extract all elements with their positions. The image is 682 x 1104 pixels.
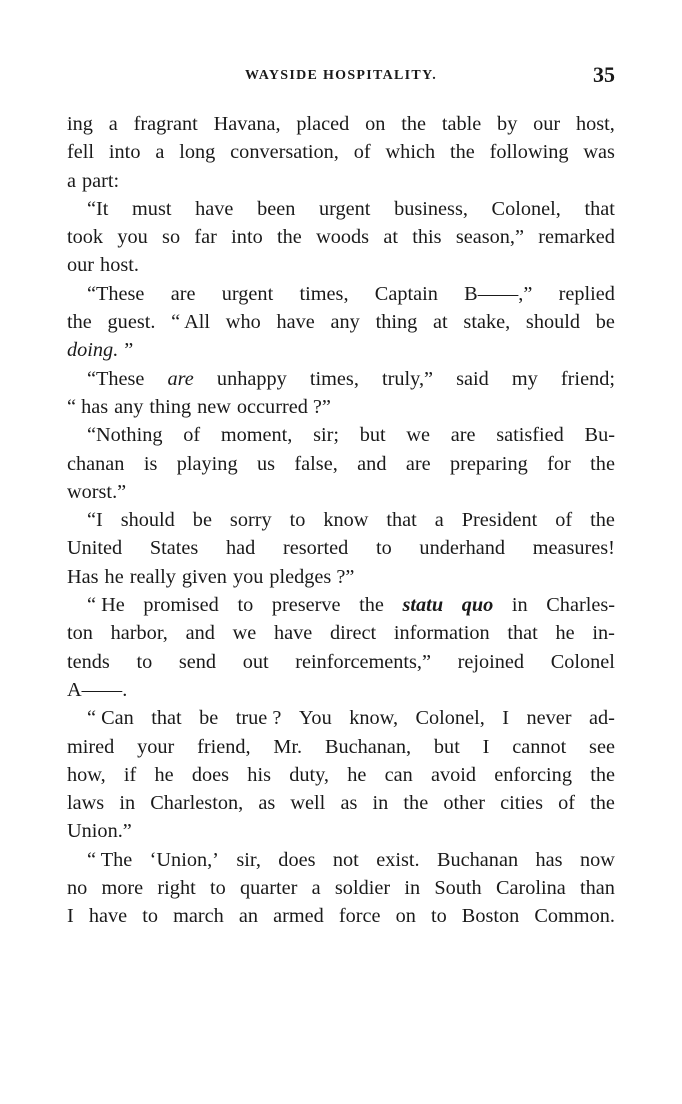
word: moment, — [220, 424, 293, 447]
word: was — [583, 141, 615, 164]
word: enforcing — [494, 763, 572, 786]
word: satisfied — [496, 424, 564, 447]
word: the — [590, 509, 615, 532]
word: should — [120, 509, 175, 532]
word: march — [173, 905, 224, 928]
word: laws — [67, 792, 105, 815]
word: doing. — [67, 339, 119, 362]
word: at — [433, 311, 448, 334]
word: Colonel, — [491, 197, 561, 220]
text-line — [67, 874, 615, 902]
word: thing — [149, 395, 192, 418]
text-line — [67, 365, 615, 393]
word: Has — [67, 565, 99, 588]
word: any — [330, 311, 360, 334]
word: statu — [402, 594, 444, 617]
word: if — [123, 763, 137, 786]
word: of — [558, 792, 576, 815]
word: ad- — [589, 707, 615, 730]
word: force — [338, 905, 381, 928]
word: ing — [67, 113, 93, 135]
word: more — [101, 877, 144, 900]
text-line — [67, 138, 615, 166]
word: he — [555, 622, 575, 645]
word: times, — [299, 282, 349, 305]
word: how, — [67, 763, 106, 786]
word: to — [136, 650, 153, 673]
word: our — [533, 113, 561, 135]
word: your — [137, 735, 175, 758]
word: of — [353, 141, 371, 164]
word: does — [191, 763, 230, 786]
word: fragrant — [133, 113, 198, 135]
word: our — [67, 254, 95, 277]
word: cannot — [512, 735, 567, 758]
word: Buchanan, — [324, 735, 412, 758]
word: rejoined — [457, 650, 525, 673]
word: “ Can — [87, 707, 134, 730]
word: following — [489, 141, 569, 164]
word: you — [232, 565, 264, 588]
word: harbor, — [110, 622, 168, 645]
word: this — [412, 226, 442, 249]
text-line — [67, 846, 615, 874]
word: an — [238, 905, 258, 928]
text-line — [67, 450, 615, 478]
word: he — [104, 565, 124, 588]
word: urgent — [221, 282, 274, 305]
word: had — [226, 537, 256, 560]
word: promised — [143, 594, 219, 617]
word: he — [347, 763, 367, 786]
word: host. — [100, 254, 139, 277]
text-line — [67, 223, 615, 251]
word: no — [67, 877, 88, 900]
word: in — [119, 792, 136, 815]
word: Buchanan — [437, 848, 519, 871]
word: “These — [87, 282, 145, 305]
word: a — [434, 509, 444, 532]
word: stake, — [463, 311, 511, 334]
word: ‘Union,’ — [149, 848, 219, 871]
word: soldier — [334, 877, 391, 900]
text-line — [67, 789, 615, 817]
word: “Nothing — [87, 424, 163, 447]
word: not — [332, 848, 359, 871]
word: conversation, — [230, 141, 339, 164]
text-line — [67, 195, 615, 223]
word: to — [209, 877, 226, 900]
word: guest. — [107, 311, 156, 334]
word: to — [375, 537, 392, 560]
text-line — [67, 591, 615, 619]
word: Havana, — [213, 113, 281, 135]
text-line — [67, 167, 615, 195]
word: must — [132, 197, 172, 220]
word: Common. — [534, 905, 615, 928]
word: know, — [349, 707, 399, 730]
word: mired — [67, 735, 115, 758]
word: and — [185, 622, 215, 645]
word: on — [365, 113, 386, 135]
word: reinforcements,” — [295, 650, 431, 673]
word: Union.” — [67, 820, 132, 843]
word: thing — [375, 311, 418, 334]
word: out — [242, 650, 269, 673]
word: United — [67, 537, 123, 560]
running-head — [67, 62, 615, 92]
word: at — [383, 226, 398, 249]
word: replied — [558, 282, 615, 305]
word: the — [590, 452, 615, 475]
word: the — [277, 226, 302, 249]
word: of — [183, 424, 201, 447]
word: are — [450, 424, 476, 447]
word: into — [231, 226, 263, 249]
word: as — [258, 792, 276, 815]
word: does — [278, 848, 316, 871]
word: business, — [394, 197, 468, 220]
word: resorted — [282, 537, 349, 560]
word: been — [257, 197, 296, 220]
text-line — [67, 280, 615, 308]
word: in — [404, 877, 421, 900]
word: remarked — [538, 226, 615, 249]
word: I — [67, 905, 74, 928]
text-line — [67, 534, 615, 562]
text-line — [67, 619, 615, 647]
word: that — [584, 197, 615, 220]
word: I — [482, 735, 490, 758]
text-line — [67, 648, 615, 676]
word: quo — [461, 594, 494, 617]
word: A——. — [67, 678, 128, 701]
word: Captain — [374, 282, 438, 305]
word: never — [526, 707, 572, 730]
word: “ All — [171, 311, 211, 334]
word: Mr. — [273, 735, 303, 758]
word: the — [590, 763, 615, 786]
word: us — [256, 452, 276, 475]
word: I — [502, 707, 510, 730]
word: took — [67, 226, 104, 249]
word: have — [273, 622, 313, 645]
word: on — [395, 905, 416, 928]
word: “ The — [87, 848, 133, 871]
text-line — [67, 704, 615, 732]
word: we — [232, 622, 257, 645]
word: to — [237, 594, 254, 617]
text-line — [67, 478, 615, 506]
word: really — [129, 565, 176, 588]
word: ” — [124, 339, 134, 362]
word: my — [511, 367, 538, 390]
word: be — [199, 707, 219, 730]
word: You — [298, 707, 332, 730]
word: a — [108, 113, 118, 135]
text-line — [67, 563, 615, 591]
word: than — [580, 877, 615, 900]
word: friend; — [560, 367, 615, 390]
word: Colonel, — [415, 707, 485, 730]
word: has — [535, 848, 563, 871]
text-line — [67, 308, 615, 336]
word: the — [590, 792, 615, 815]
word: have — [88, 905, 128, 928]
word: in — [511, 594, 528, 617]
word: a — [67, 169, 77, 192]
word: urgent — [319, 197, 371, 220]
word: in- — [592, 622, 615, 645]
word: any — [114, 395, 144, 418]
word: in — [372, 792, 389, 815]
word: have — [276, 311, 315, 334]
word: armed — [273, 905, 324, 928]
word: South — [434, 877, 482, 900]
word: cities — [500, 792, 543, 815]
word: to — [289, 509, 306, 532]
word: long — [179, 141, 216, 164]
word: worst.” — [67, 480, 127, 503]
word: who — [225, 311, 261, 334]
word: woods — [316, 226, 370, 249]
word: see — [589, 735, 615, 758]
word: underhand — [419, 537, 506, 560]
body-text — [67, 110, 615, 931]
text-line — [67, 506, 615, 534]
running-title: WAYSIDE HOSPITALITY. — [245, 68, 437, 83]
word: Carolina — [495, 877, 566, 900]
page-number: 35 — [593, 62, 615, 87]
word: quarter — [239, 877, 298, 900]
word: the — [359, 594, 384, 617]
word: true ? — [235, 707, 282, 730]
word: now — [579, 848, 615, 871]
book-page — [67, 62, 615, 931]
word: “ has — [67, 395, 109, 418]
word: Charleston, — [150, 792, 244, 815]
word: ton — [67, 622, 93, 645]
word: the — [401, 113, 426, 135]
word: know — [323, 509, 369, 532]
text-line — [67, 336, 615, 364]
word: sorry — [229, 509, 272, 532]
word: the — [403, 792, 429, 815]
word: can — [384, 763, 413, 786]
text-line — [67, 110, 615, 138]
word: Colonel — [550, 650, 615, 673]
word: said — [456, 367, 489, 390]
word: truly,” — [381, 367, 434, 390]
word: his — [247, 763, 271, 786]
word: are — [167, 367, 194, 390]
word: which — [385, 141, 436, 164]
word: unhappy — [216, 367, 287, 390]
word: well — [290, 792, 326, 815]
word: the — [449, 141, 475, 164]
word: are — [405, 452, 431, 475]
word: and — [357, 452, 387, 475]
word: avoid — [430, 763, 477, 786]
word: B——,” — [464, 282, 533, 305]
word: false, — [294, 452, 338, 475]
word: be — [595, 311, 615, 334]
word: “I — [87, 509, 103, 532]
word: playing — [176, 452, 238, 475]
word: given — [181, 565, 227, 588]
word: the — [67, 311, 92, 334]
word: other — [443, 792, 486, 815]
word: States — [149, 537, 199, 560]
word: of — [555, 509, 573, 532]
text-line — [67, 676, 615, 704]
word: measures! — [532, 537, 615, 560]
word: right — [157, 877, 196, 900]
word: to — [430, 905, 447, 928]
word: occurred ?” — [236, 395, 331, 418]
word: friend, — [197, 735, 251, 758]
word: Bu- — [584, 424, 615, 447]
word: chanan — [67, 452, 125, 475]
word: President — [461, 509, 538, 532]
word: have — [195, 197, 234, 220]
word: host, — [576, 113, 615, 135]
word: as — [340, 792, 358, 815]
word: he — [154, 763, 174, 786]
word: but — [433, 735, 460, 758]
word: “It — [87, 197, 109, 220]
word: a — [311, 877, 321, 900]
word: are — [170, 282, 196, 305]
word: “These — [87, 367, 145, 390]
text-line — [67, 902, 615, 930]
word: table — [441, 113, 482, 135]
word: we — [406, 424, 431, 447]
word: Boston — [461, 905, 520, 928]
word: preserve — [271, 594, 341, 617]
word: into — [108, 141, 141, 164]
word: preparing — [450, 452, 528, 475]
word: information — [393, 622, 490, 645]
word: sir; — [313, 424, 340, 447]
text-line — [67, 733, 615, 761]
word: duty, — [289, 763, 329, 786]
word: send — [178, 650, 217, 673]
text-line — [67, 817, 615, 845]
text-line — [67, 421, 615, 449]
word: direct — [329, 622, 377, 645]
word: fell — [67, 141, 95, 164]
word: to — [142, 905, 158, 928]
word: so — [162, 226, 181, 249]
word: tends — [67, 650, 110, 673]
word: that — [386, 509, 417, 532]
word: exist. — [376, 848, 420, 871]
word: but — [359, 424, 386, 447]
word: is — [143, 452, 158, 475]
text-line — [67, 393, 615, 421]
word: placed — [296, 113, 350, 135]
word: you — [117, 226, 148, 249]
word: part: — [82, 169, 120, 192]
word: times, — [309, 367, 359, 390]
word: “ He — [87, 594, 125, 617]
word: be — [192, 509, 212, 532]
word: by — [497, 113, 518, 135]
word: season,” — [455, 226, 524, 249]
word: should — [525, 311, 581, 334]
word: sir, — [236, 848, 261, 871]
word: for — [547, 452, 571, 475]
text-line — [67, 251, 615, 279]
word: new — [197, 395, 231, 418]
word: pledges ?” — [269, 565, 355, 588]
word: far — [194, 226, 217, 249]
text-line — [67, 761, 615, 789]
word: Charles- — [546, 594, 615, 617]
word: that — [151, 707, 182, 730]
word: a — [155, 141, 165, 164]
word: that — [507, 622, 538, 645]
